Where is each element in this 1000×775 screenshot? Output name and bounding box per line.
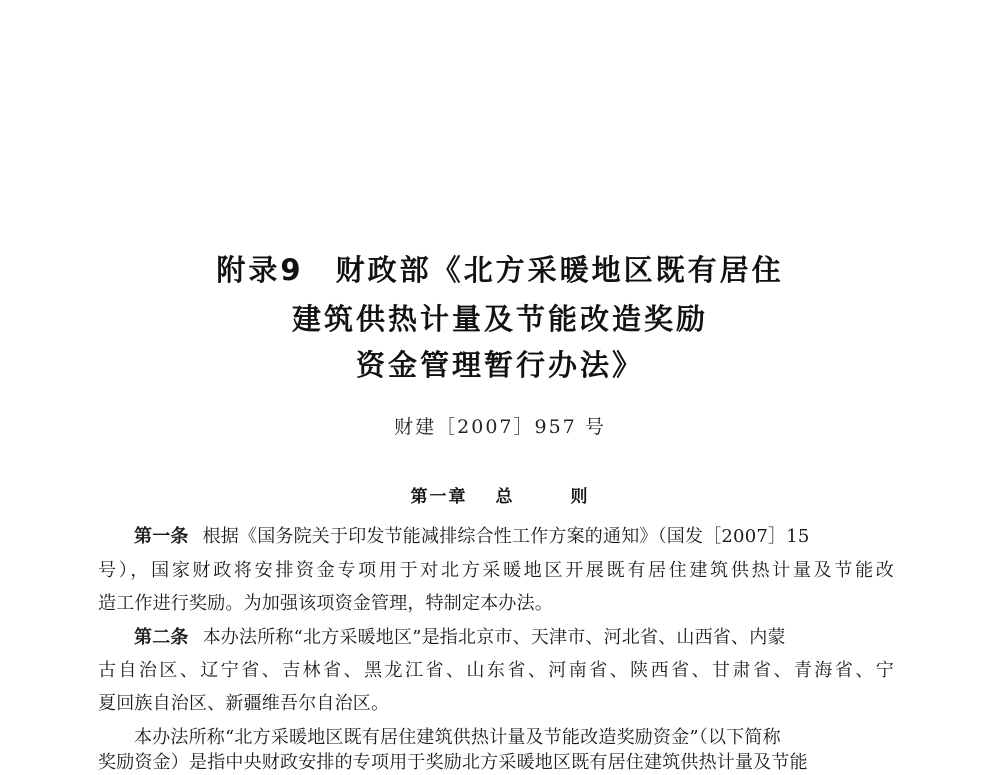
article-2-para-2-line-2: 奖励资金）是指中央财政安排的专项用于奖励北方采暖地区既有居住建筑供热计量及节能 xyxy=(98,752,808,773)
chapter-heading xyxy=(0,482,1000,507)
title-line-1: 附录9 财政部《北方采暖地区既有居住 xyxy=(216,253,784,287)
document-number: 财建［2007］957 号 xyxy=(394,416,606,438)
article-1-label: 第一条 xyxy=(134,526,189,547)
article-1-line-1 xyxy=(134,525,894,549)
article-2-line-1 xyxy=(134,626,894,650)
article-2-line-2: 古自治区、辽宁省、吉林省、黑龙江省、山东省、河南省、陕西省、甘肃省、青海省、宁 xyxy=(98,660,894,681)
article-2-para-2-line-1: 本办法所称“北方采暖地区既有居住建筑供热计量及节能改造奖励资金”（以下简称 xyxy=(134,727,781,748)
chapter-number: 第一章 xyxy=(410,487,468,507)
chapter-title-part1: 总 xyxy=(495,487,515,507)
article-1-text-1: 根据《国务院关于印发节能减排综合性工作方案的通知》（国发［2007］15 xyxy=(202,526,810,547)
title-line-3: 资金管理暂行办法》 xyxy=(355,348,644,382)
article-1-line-2: 号），国家财政将安排资金专项用于对北方采暖地区开展既有居住建筑供热计量及节能改 xyxy=(98,560,894,581)
article-1-line-3: 造工作进行奖励。为加强该项资金管理，特制定本办法。 xyxy=(98,593,553,614)
article-2-label: 第二条 xyxy=(134,627,189,648)
title-line-2: 建筑供热计量及节能改造奖励 xyxy=(291,302,708,336)
chapter-title-part2: 则 xyxy=(570,487,590,507)
article-2-text-1: 本办法所称“北方采暖地区”是指北京市、天津市、河北省、山西省、内蒙 xyxy=(202,627,786,648)
article-2-line-3: 夏回族自治区、新疆维吾尔自治区。 xyxy=(98,693,390,714)
